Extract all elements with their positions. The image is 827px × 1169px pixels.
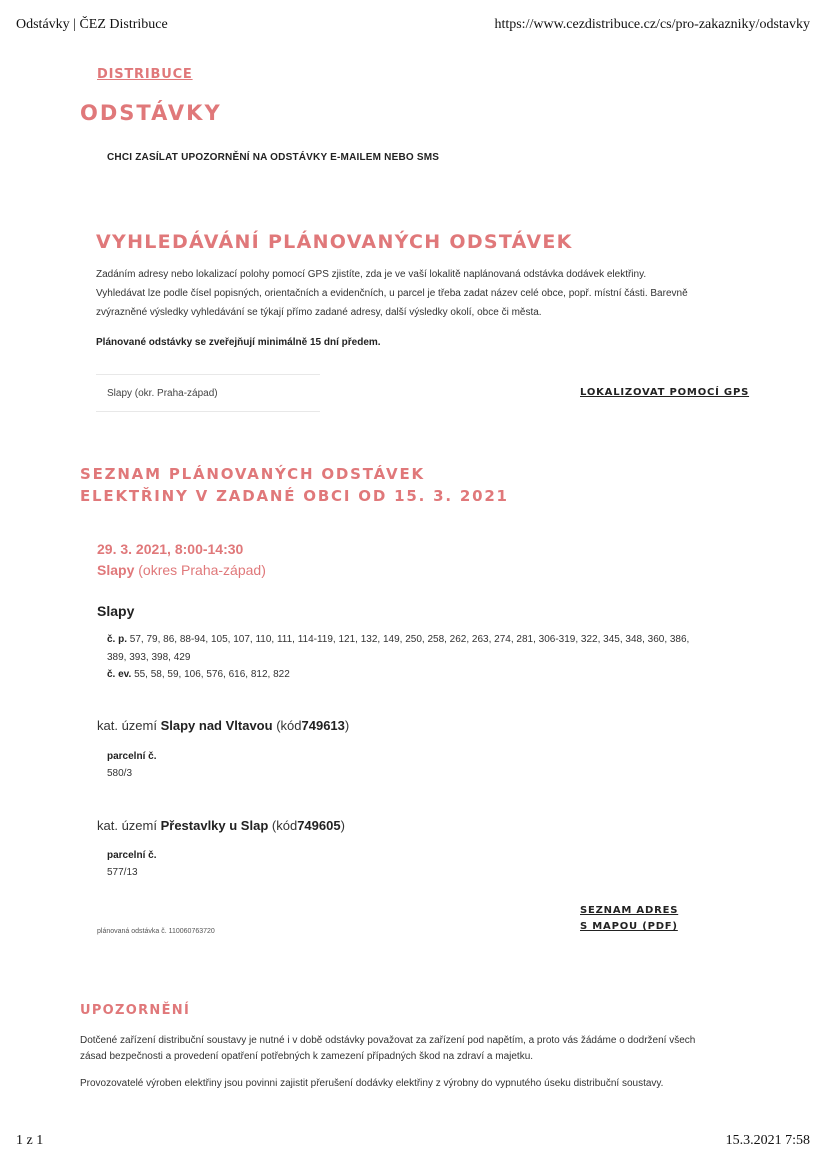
parcel-value: 577/13 <box>107 867 138 878</box>
cadastral-prefix: kat. území <box>97 818 157 833</box>
publication-notice: Plánované odstávky se zveřejňují minimálně 15 dní předem. <box>96 337 381 348</box>
cadastral-prefix: kat. území <box>97 718 157 733</box>
parcel-label: parcelní č. <box>107 850 157 861</box>
cadastral-code-prefix: (kód <box>271 818 298 833</box>
address-search-input[interactable] <box>96 374 320 412</box>
outage-list-heading-line2: ELEKTŘINY V ZADANÉ OBCI OD 15. 3. 2021 <box>80 487 509 505</box>
cadastral-area <box>97 718 349 733</box>
parcel-value: 580/3 <box>107 768 133 779</box>
house-numbers-line <box>107 634 689 645</box>
search-heading: VYHLEDÁVÁNÍ PLÁNOVANÝCH ODSTÁVEK <box>96 231 573 253</box>
cadastral-code-prefix: (kód <box>276 718 302 733</box>
breadcrumb-distribuce[interactable]: DISTRIBUCE <box>97 67 193 82</box>
cp-values-continued: 389, 393, 398, 429 <box>107 652 191 663</box>
evidence-numbers-line <box>107 669 290 680</box>
cp-values: 57, 79, 86, 88-94, 105, 107, 110, 111, 114-119, 121, 132, 149, 250, 258, 262, 263, 274, 281, 306-319, 322, 345, 348, 360, 386, <box>129 634 690 645</box>
cadastral-area <box>97 818 345 833</box>
print-datetime: 15.3.2021 7:58 <box>725 1133 810 1148</box>
address-search-value: Slapy (okr. Praha-západ) <box>107 388 218 399</box>
outage-number: plánovaná odstávka č. 110060763720 <box>97 928 215 935</box>
outage-place-name: Slapy <box>97 562 135 578</box>
warning-paragraph-1-line2: zásad bezpečnosti a provedení opatření potřebných k zamezení případných škod na zdraví a majetku. <box>80 1051 534 1062</box>
address-list-link-line2: S MAPOU (PDF) <box>580 921 678 932</box>
outage-place-district: (okres Praha-západ) <box>138 562 266 578</box>
cadastral-code-suffix: ) <box>340 818 345 833</box>
search-description-line: Zadáním adresy nebo lokalizací polohy pomocí GPS zjistíte, zda je ve vaší lokalitě naplánovaná odstávka dodávek elektřiny. <box>96 269 647 280</box>
ce-values: 55, 58, 59, 106, 576, 616, 812, 822 <box>134 669 290 680</box>
ce-label: č. ev. <box>107 669 132 680</box>
cadastral-name: Slapy nad Vltavou <box>160 718 273 733</box>
subscribe-notifications-link[interactable]: CHCI ZASÍLAT UPOZORNĚNÍ NA ODSTÁVKY E-MAILEM NEBO SMS <box>107 152 440 163</box>
search-description <box>96 265 746 322</box>
print-page-url: https://www.cezdistribuce.cz/cs/pro-zakazniky/odstavky <box>494 17 810 32</box>
search-description-line: zvýrazněné výsledky vyhledávání se týkají přímo zadané adresy, další výsledky okolí, obce či města. <box>96 307 542 318</box>
address-list-map-pdf-link[interactable] <box>580 905 678 932</box>
cadastral-code: 749613 <box>301 718 345 733</box>
cadastral-name: Přestavlky u Slap <box>160 818 269 833</box>
warning-heading: UPOZORNĚNÍ <box>80 1003 191 1018</box>
cadastral-code-suffix: ) <box>344 718 350 733</box>
warning-paragraph-2: Provozovatelé výroben elektřiny jsou povinni zajistit přerušení dodávky elektřiny z výrobny do vypnutého úseku distribuční soustavy. <box>80 1078 664 1089</box>
search-description-line: Vyhledávat lze podle čísel popisných, orientačních a evidenčních, u parcel je třeba zadat název celé obce, popř. místní části. Barevně <box>96 288 688 299</box>
print-page-title: Odstávky | ČEZ Distribuce <box>16 17 168 32</box>
cp-label: č. p. <box>107 634 128 645</box>
outage-list-heading-line1: SEZNAM PLÁNOVANÝCH ODSTÁVEK <box>80 465 425 483</box>
cadastral-code: 749605 <box>297 818 341 833</box>
outage-datetime: 29. 3. 2021, 8:00-14:30 <box>97 541 244 557</box>
warning-paragraph-1-line1: Dotčené zařízení distribuční soustavy je nutné i v době odstávky považovat za zařízení pod napětím, a proto vás žádáme o dodržení všech <box>80 1035 696 1046</box>
print-pagination: 1 z 1 <box>16 1133 44 1148</box>
gps-locate-link[interactable]: LOKALIZOVAT POMOCÍ GPS <box>580 387 750 398</box>
page-title: ODSTÁVKY <box>80 101 222 125</box>
locality-name: Slapy <box>97 603 135 619</box>
outage-place <box>97 562 266 578</box>
parcel-label: parcelní č. <box>107 751 157 762</box>
address-list-link-line1: SEZNAM ADRES <box>580 905 679 916</box>
